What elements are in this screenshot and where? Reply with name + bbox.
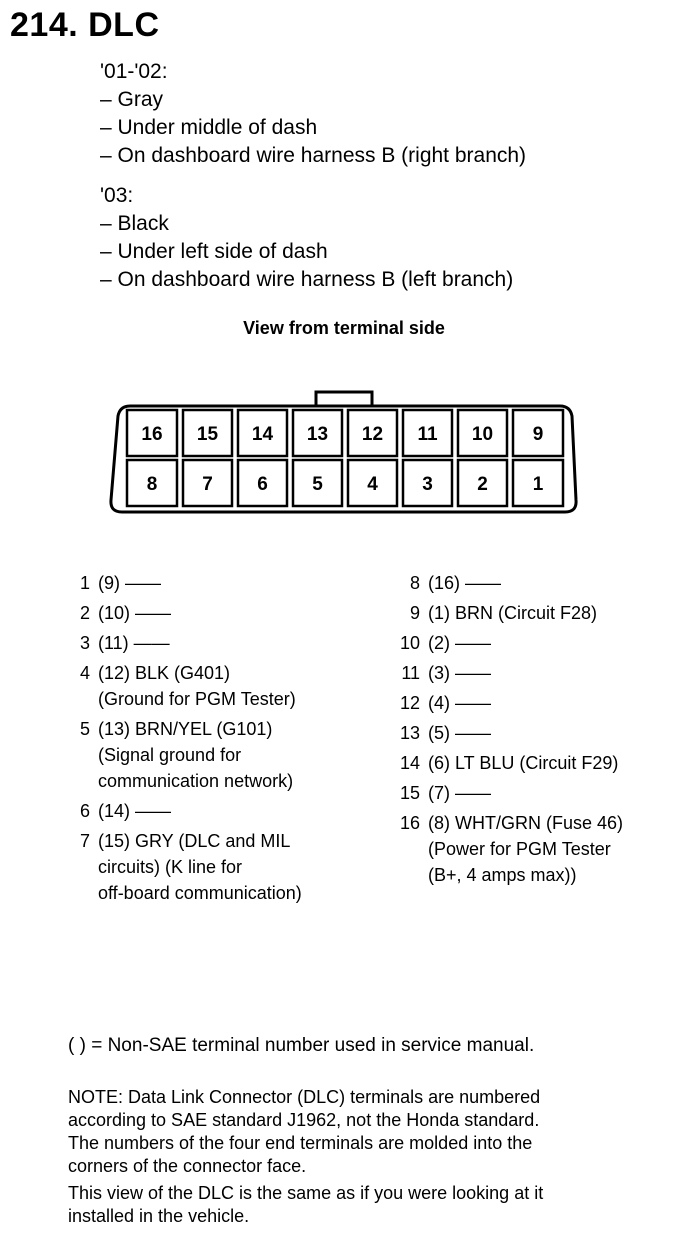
- pin-number: 13: [399, 723, 420, 743]
- pin-description-line: (9) ——: [98, 573, 161, 593]
- pin-entry-2: [62, 600, 302, 626]
- terminal-label-10: 10: [471, 424, 494, 445]
- pin-description-line: (10) ——: [98, 603, 172, 623]
- year-item: – Under middle of dash: [100, 116, 318, 139]
- year-item: – Gray: [100, 88, 164, 111]
- pin-description-line: (Signal ground for: [98, 745, 242, 765]
- pin-description-line: (Power for PGM Tester: [428, 839, 611, 859]
- pin-description: [428, 810, 623, 888]
- pin-description: [98, 660, 296, 712]
- pin-description: [98, 570, 161, 596]
- pin-number: 6: [79, 801, 90, 821]
- pin-number: 9: [409, 603, 420, 623]
- pin-description-line: (6) LT BLU (Circuit F29): [428, 753, 619, 773]
- note-line: NOTE: Data Link Connector (DLC) terminals are numbered: [68, 1087, 541, 1107]
- year-label: '01-'02:: [100, 60, 168, 83]
- terminal-label-1: 1: [532, 474, 544, 495]
- pin-description-line: (15) GRY (DLC and MIL: [98, 831, 291, 851]
- year-label: '03:: [100, 184, 134, 207]
- pin-entry-11: [392, 660, 623, 686]
- pin-number: 5: [79, 719, 90, 739]
- terminal-label-16: 16: [141, 424, 163, 445]
- pin-number: 11: [401, 663, 420, 683]
- pin-description-line: (14) ——: [98, 801, 172, 821]
- terminal-label-3: 3: [422, 474, 433, 495]
- note: [68, 1086, 543, 1232]
- pin-entry-10: [392, 630, 623, 656]
- pin-description: [98, 630, 170, 656]
- terminal-label-9: 9: [532, 424, 544, 445]
- pin-entry-4: [62, 660, 302, 712]
- year-item: – On dashboard wire harness B (right branch): [100, 144, 527, 167]
- pin-entry-6: [62, 798, 302, 824]
- pin-number: 12: [399, 693, 420, 713]
- year-item: – Under left side of dash: [100, 240, 328, 263]
- pin-entry-16: [392, 810, 623, 888]
- pin-number: 2: [79, 603, 90, 623]
- terminal-label-8: 8: [146, 474, 158, 495]
- pin-description-line: (5) ——: [428, 723, 491, 743]
- pin-number: 4: [79, 663, 90, 683]
- view-label: View from terminal side: [243, 318, 445, 338]
- pin-description: [428, 720, 491, 746]
- pin-entry-12: [392, 690, 623, 716]
- pin-description-line: (2) ——: [428, 633, 491, 653]
- pin-description-line: (4) ——: [428, 693, 491, 713]
- pin-description-line: (7) ——: [428, 783, 491, 803]
- note-line: This view of the DLC is the same as if you were looking at it: [68, 1183, 544, 1203]
- pin-description-line: (1) BRN (Circuit F28): [428, 603, 598, 623]
- terminal-label-5: 5: [312, 474, 323, 495]
- pin-number: 1: [79, 573, 90, 593]
- pin-description-line: (B+, 4 amps max)): [428, 865, 577, 885]
- pin-number: 15: [399, 783, 420, 803]
- terminal-label-7: 7: [202, 474, 213, 495]
- pin-description: [428, 600, 597, 626]
- pin-description-line: communication network): [98, 771, 294, 791]
- pin-description-line: circuits) (K line for: [98, 857, 243, 877]
- pin-number: 8: [409, 573, 420, 593]
- pin-description-line: (12) BLK (G401): [98, 663, 231, 683]
- pin-description-line: (8) WHT/GRN (Fuse 46): [428, 813, 624, 833]
- note-paragraph: [68, 1182, 543, 1228]
- pin-description: [428, 750, 618, 776]
- pin-description: [98, 798, 171, 824]
- pin-entry-1: [62, 570, 302, 596]
- pin-entry-3: [62, 630, 302, 656]
- pin-number: 3: [79, 633, 90, 653]
- pin-description: [428, 570, 501, 596]
- note-line: according to SAE standard J1962, not the Honda standard.: [68, 1110, 540, 1130]
- pin-description-line: (16) ——: [428, 573, 502, 593]
- terminal-label-13: 13: [306, 424, 329, 445]
- terminal-label-2: 2: [477, 474, 488, 495]
- pin-description: [428, 630, 491, 656]
- pin-list-left: [62, 570, 302, 910]
- pin-description-line: (13) BRN/YEL (G101): [98, 719, 273, 739]
- terminal-label-11: 11: [417, 424, 438, 445]
- pin-description: [98, 828, 302, 906]
- pin-description: [428, 660, 491, 686]
- terminal-label-6: 6: [257, 474, 268, 495]
- pin-description-line: off-board communication): [98, 883, 302, 903]
- pin-entry-7: [62, 828, 302, 906]
- pin-description-line: (3) ——: [428, 663, 491, 683]
- pin-number: 16: [399, 813, 420, 833]
- note-line: The numbers of the four end terminals are molded into the: [68, 1133, 533, 1153]
- year-item: – On dashboard wire harness B (left branch): [100, 268, 514, 291]
- terminal-label-4: 4: [367, 474, 378, 495]
- pin-description: [98, 716, 293, 794]
- pin-description-line: (Ground for PGM Tester): [98, 689, 296, 709]
- pin-number: 10: [399, 633, 420, 653]
- pin-description-line: (11) ——: [98, 633, 170, 653]
- terminal-label-14: 14: [251, 424, 274, 445]
- pin-entry-5: [62, 716, 302, 794]
- note-line: corners of the connector face.: [68, 1156, 307, 1176]
- pin-entry-15: [392, 780, 623, 806]
- pin-entry-14: [392, 750, 623, 776]
- footnote: ( ) = Non-SAE terminal number used in service manual.: [68, 1035, 535, 1056]
- page-title: 214. DLC: [10, 6, 160, 44]
- year-item: – Black: [100, 212, 169, 235]
- pin-number: 7: [79, 831, 90, 851]
- pin-entry-8: [392, 570, 623, 596]
- terminal-label-15: 15: [196, 424, 219, 445]
- pin-list-right: [392, 570, 623, 892]
- terminal-label-12: 12: [361, 424, 384, 445]
- pin-entry-13: [392, 720, 623, 746]
- pin-description: [428, 780, 491, 806]
- pin-entry-9: [392, 600, 623, 626]
- pin-number: 14: [399, 753, 420, 773]
- note-line: installed in the vehicle.: [68, 1206, 250, 1226]
- note-paragraph: [68, 1086, 543, 1178]
- pin-description: [428, 690, 491, 716]
- pin-description: [98, 600, 171, 626]
- connector-diagram: [0, 0, 688, 560]
